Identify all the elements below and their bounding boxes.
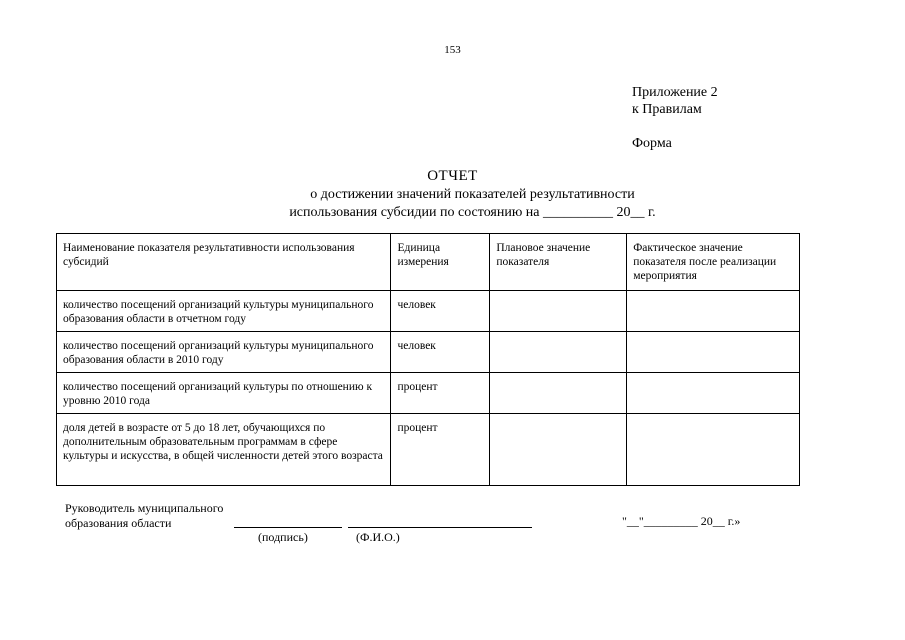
signatory-title [65, 501, 223, 531]
table-header-row [57, 234, 800, 291]
cell-unit: процент [391, 414, 490, 486]
header-indicator-name: Наименование показателя результативности использования субсидий [57, 234, 391, 291]
cell-actual-value [627, 332, 800, 373]
cell-indicator-name: количество посещений организаций культуры муниципального образования области в отчетном году [57, 291, 391, 332]
cell-unit: человек [391, 291, 490, 332]
header-planned-value: Плановое значение показателя [490, 234, 627, 291]
table-row [57, 414, 800, 486]
report-title: ОТЧЕТ [427, 168, 478, 184]
cell-unit: человек [391, 332, 490, 373]
cell-actual-value [627, 291, 800, 332]
date-field: "__"_________ 20__ г.» [622, 514, 741, 528]
appendix-line-2: к Правилам [632, 102, 702, 117]
table-row [57, 373, 800, 414]
table-row [57, 332, 800, 373]
header-unit: Единица измерения [391, 234, 490, 291]
report-subtitle-line-2: использования субсидии по состоянию на __________ 20__ г. [289, 205, 656, 220]
report-subtitle [0, 186, 905, 222]
header-actual-value: Фактическое значение показателя после реализации мероприятия [627, 234, 800, 291]
signatory-line-2: образования области [65, 516, 172, 530]
cell-indicator-name: доля детей в возрасте от 5 до 18 лет, обучающихся по дополнительным образовательным программам в сфере культуры и искусства, в общей численности детей этого возраста [57, 414, 391, 486]
page-number: 153 [444, 44, 461, 56]
cell-planned-value [490, 291, 627, 332]
signatory-line-1: Руководитель муниципального [65, 501, 224, 515]
cell-indicator-name: количество посещений организаций культуры по отношению к уровню 2010 года [57, 373, 391, 414]
indicators-table [56, 233, 800, 486]
cell-unit: процент [391, 373, 490, 414]
form-label: Форма [632, 136, 672, 151]
full-name-caption: (Ф.И.О.) [356, 530, 400, 544]
full-name-line [348, 527, 532, 528]
signature-line [234, 527, 342, 528]
cell-indicator-name: количество посещений организаций культуры муниципального образования области в 2010 году [57, 332, 391, 373]
appendix-header [632, 84, 718, 118]
cell-planned-value [490, 414, 627, 486]
appendix-line-1: Приложение 2 [632, 85, 718, 100]
cell-actual-value [627, 373, 800, 414]
report-subtitle-line-1: о достижении значений показателей результативности [310, 187, 635, 202]
signature-caption: (подпись) [258, 530, 308, 544]
table-row [57, 291, 800, 332]
cell-planned-value [490, 332, 627, 373]
cell-planned-value [490, 373, 627, 414]
cell-actual-value [627, 414, 800, 486]
